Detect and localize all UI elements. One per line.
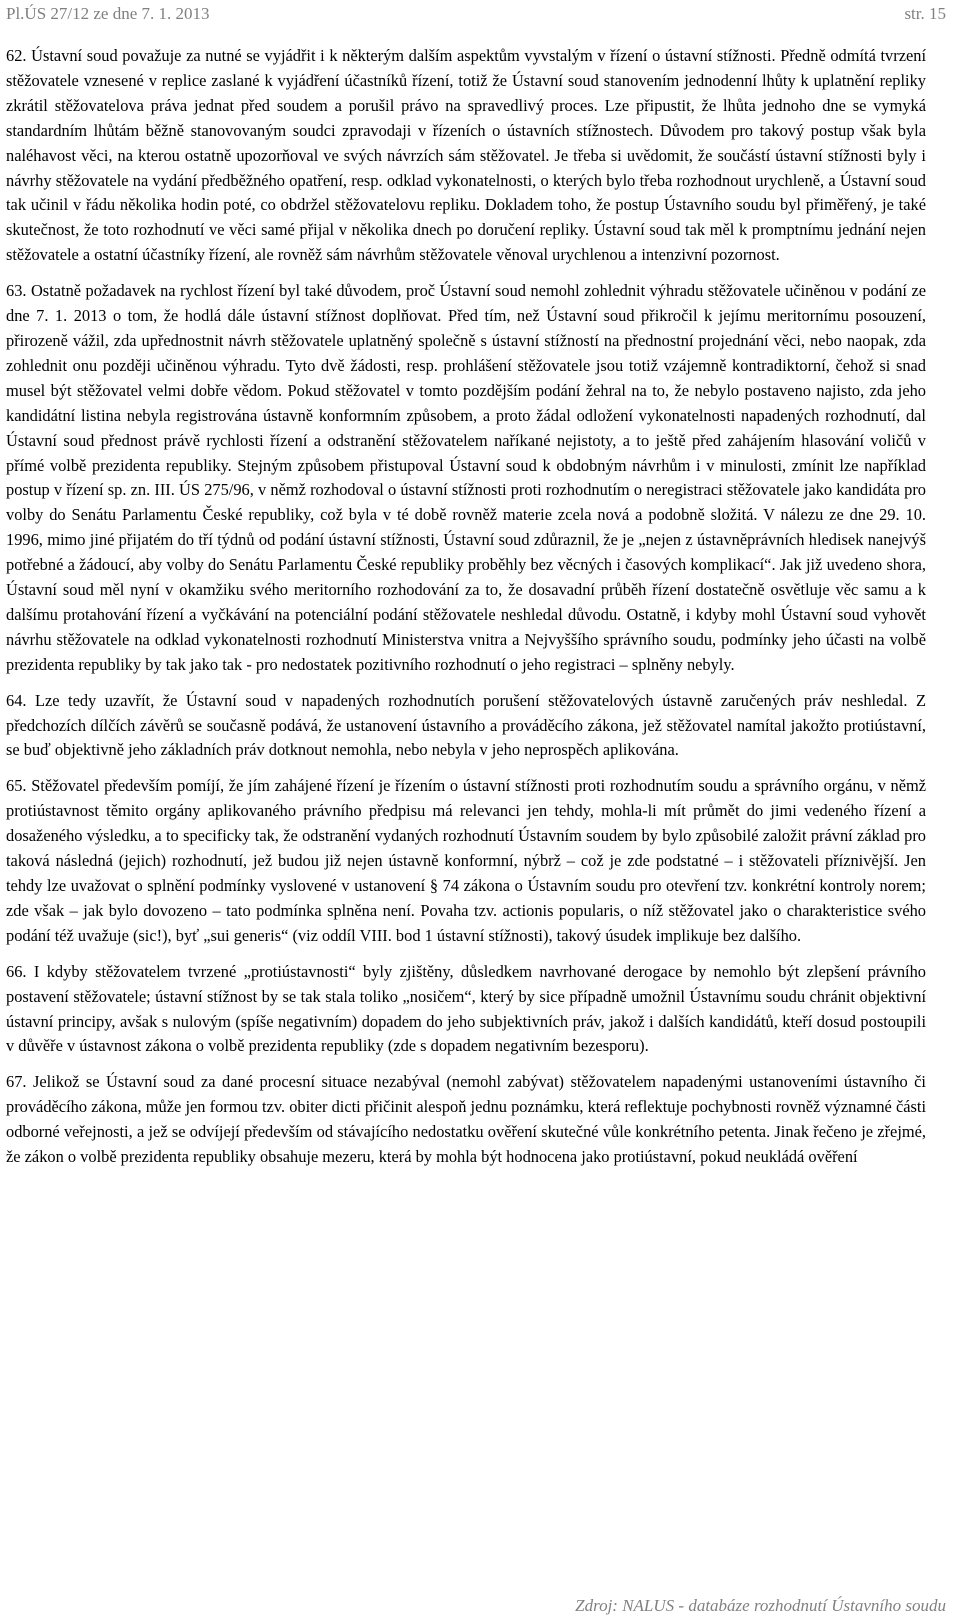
document-body <box>6 44 926 1181</box>
paragraph-63: 63. Ostatně požadavek na rychlost řízení byl také důvodem, proč Ústavní soud nemohl zohlednit výhradu stěžovatele učiněnou v podání ze dne 7. 1. 2013 o tom, že hodlá dále ústavní stížnost doplňovat. Před tím, než Ústavní soud přikročil k jejímu meritornímu posouzení, přirozeně vážil, zda upřednostnit návrh stěžovatele uplatněný společně s ústavní stížností na přednostní projednání věci, nebo naopak, zda zohlednit onu později učiněnou výhradu. Tyto dvě žádosti, resp. prohlášení stěžovatele jsou totiž vzájemně kontradiktorní, čehož si snad musel být stěžovatel velmi dobře vědom. Pokud stěžovatel v tomto pozdějším podání žehral na to, že nebylo postaveno najisto, zda jeho kandidátní listina nebyla registrována ústavně konformním způsobem, a proto žádal odložení vykonatelnosti napadených rozhodnutí, dal Ústavní soud přednost právě rychlosti řízení a odstranění stěžovatelem naříkané nejistoty, a to ještě před zahájením hlasování voličů v přímé volbě prezidenta republiky. Stejným způsobem přistupoval Ústavní soud k obdobným návrhům i v minulosti, zmínit lze například postup v řízení sp. zn. III. ÚS 275/96, v němž rozhodoval o ústavní stížnosti proti rozhodnutím o neregistraci stěžovatele jako kandidáta pro volby do Senátu Parlamentu České republiky, což byla v té době rovněž materie zcela nová a podobně složitá. V nálezu ze dne 29. 10. 1996, mimo jiné přijatém do tří týdnů od podání ústavní stížnosti, Ústavní soud zdůraznil, že je „nejen z ústavněprávních hledisek nanejvýš potřebné a žádoucí, aby volby do Senátu Parlamentu České republiky proběhly bez věcných i časových komplikací“. Jak již uvedeno shora, Ústavní soud měl nyní v okamžiku svého meritorního rozhodování za to, že dosavadní průběh řízení dostatečně osvětluje věc samu a k dalšímu protahování řízení a vyčkávání na potenciální podání stěžovatele neshledal důvodu. Ostatně, i kdyby mohl Ústavní soud vyhovět návrhu stěžovatele na odklad vykonatelnosti rozhodnutí Ministerstva vnitra a Nejvyššího správního soudu, podmínky jeho účasti na volbě prezidenta republiky by tak jako tak - pro nedostatek pozitivního rozhodnutí o jeho registraci – splněny nebyly. <box>6 281 926 674</box>
paragraph-64: 64. Lze tedy uzavřít, že Ústavní soud v napadených rozhodnutích porušení stěžovatelových ústavně zaručených práv neshledal. Z předchozích dílčích závěrů se současně podává, že ustanovení ústavního a prováděcího zákona, jež stěžovatel namítal jakožto protiústavní, se buď objektivně jeho základních práv dotknout nemohla, nebo nebyla v jeho neprospěch aplikována. <box>6 690 926 760</box>
paragraph-62: 62. Ústavní soud považuje za nutné se vyjádřit i k některým dalším aspektům vyvstalým v řízení o ústavní stížnosti. Předně odmítá tvrzení stěžovatele vznesené v replice zaslané k vyjádření účastníků řízení, totiž že Ústavní soud stanovením jednodenní lhůty k uplatnění repliky zkrátil stěžovatelova práva jednat před soudem a porušil právo na spravedlivý proces. Lze připustit, že lhůta jednoho dne se vymyká standardním lhůtám běžně stanovovaným soudci zpravodaji v řízeních o ústavních stížnostech. Důvodem pro takový postup však byla naléhavost věci, na kterou ostatně upozorňoval ve svých návrzích sám stěžovatel. Je třeba si uvědomit, že součástí ústavní stížnosti byly i návrhy stěžovatele na vydání předběžného opatření, resp. odklad vykonatelnosti, o kterých bylo třeba rozhodnout urychleně, a Ústavní soud tak učinil v řádu několika hodin poté, co obdržel stěžovatelovu repliku. Dokladem toho, že postup Ústavního soudu byl přiměřený, je také skutečnost, že toto rozhodnutí ve věci samé přijal v několika dnech po doručení repliky. Ústavní soud tak měl k promptnímu jednání nejen stěžovatele a ostatní účastníky řízení, ale rovněž sám návrhům stěžovatele věnoval urychlenou a intenzivní pozornost. <box>6 46 926 265</box>
page-header <box>6 4 946 34</box>
page-footer: Zdroj: NALUS - databáze rozhodnutí Ústavního soudu <box>575 1596 946 1615</box>
paragraph-66: 66. I kdyby stěžovatelem tvrzené „protiústavnosti“ byly zjištěny, důsledkem navrhované derogace by nemohlo být zlepšení právního postavení stěžovatele; ústavní stížnost by se tak stala toliko „nosičem“, který by sice případně umožnil Ústavnímu soudu chránit objektivní ústavní principy, avšak s nulovým (spíše negativním) dopadem do jeho subjektivních práv, jakož i dalších kandidátů, kteří dosud postoupili v důvěře v ústavnost zákona o volbě prezidenta republiky (zde s dopadem negativním bezesporu). <box>6 961 926 1056</box>
paragraph-67: 67. Jelikož se Ústavní soud za dané procesní situace nezabýval (nemohl zabývat) stěžovatelem napadenými ustanoveními ústavního či prováděcího zákona, může jen formou tzv. obiter dicti přičinit alespoň jednu poznámku, která reflektuje pochybnosti rovněž významné části odborné veřejnosti, a jež se odvíjejí především od stávajícího nedostatku ověření skutečné vůle konkrétního petenta. Jinak řečeno je zřejmé, že zákon o volbě prezidenta republiky obsahuje mezeru, která by mohla být hodnocena jako protiústavní, pokud neukládá ověření <box>6 1072 926 1167</box>
header-page-number: str. 15 <box>904 4 946 23</box>
header-case-reference: Pl.ÚS 27/12 ze dne 7. 1. 2013 <box>6 4 210 23</box>
paragraph-65: 65. Stěžovatel především pomíjí, že jím zahájené řízení je řízením o ústavní stížnosti proti rozhodnutím soudu a správního orgánu, v němž protiústavnost těmito orgány aplikovaného právního předpisu má relevanci jen tehdy, mohla-li mít průmět do jimi vedeného řízení a dosaženého výsledku, a to specificky tak, že odstranění vydaných rozhodnutí Ústavním soudem by bylo způsobilé založit právní základ pro taková následná (jejich) rozhodnutí, jež budou již nejen ústavně konformní, nýbrž – což je zde podstatné – i stěžovateli příznivější. Jen tehdy lze uvažovat o splnění podmínky vyslovené v ustanovení § 74 zákona o Ústavním soudu pro otevření tzv. konkrétní kontroly norem; zde však – jak bylo dovozeno – tato podmínka splněna není. Povaha tzv. actionis popularis, o níž stěžovatel jako o charakteristice svého podání též uvažuje (sic!), byť „sui generis“ (viz oddíl VIII. bod 1 ústavní stížnosti), takový úsudek implikuje bez dalšího. <box>6 776 926 945</box>
